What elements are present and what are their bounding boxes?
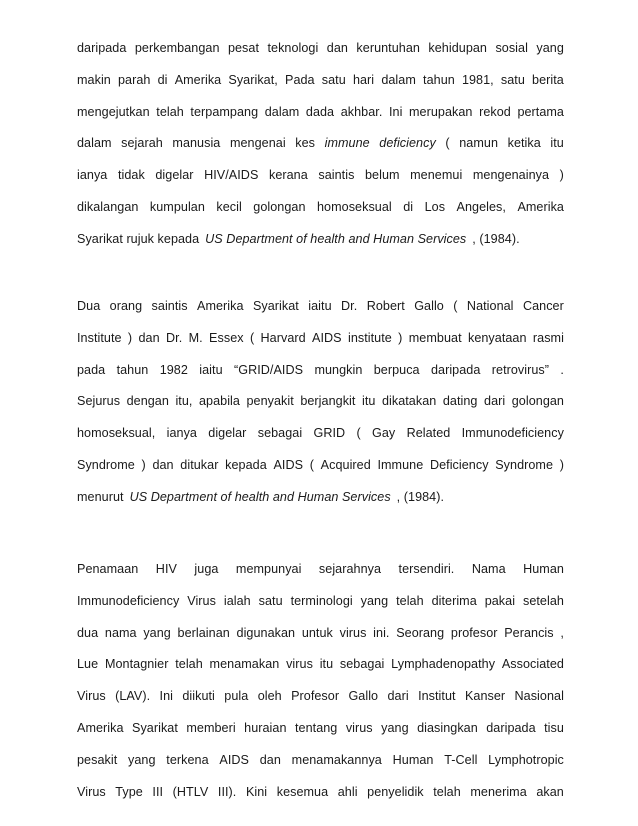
paragraph-2 xyxy=(77,291,564,514)
citation-italic: US Department of health and Human Services xyxy=(205,231,467,246)
text-line xyxy=(77,482,564,514)
text-line: dikalangan kumpulan kecil golongan homoseksual di Los Angeles, Amerika xyxy=(77,199,564,214)
text-line: Lue Montagnier telah menamakan virus itu sebagai Lymphadenopathy Associated xyxy=(77,657,564,672)
text-segment: menurut xyxy=(77,489,124,504)
paragraph-3 xyxy=(77,554,564,808)
text-segment: Syarikat rujuk kepada xyxy=(77,231,200,246)
text-line: homoseksual, ianya digelar sebagai GRID ( Gay Related Immunodeficiency xyxy=(77,426,564,441)
text-line: Virus (LAV). Ini diikuti pula oleh Profesor Gallo dari Institut Kanser Nasional xyxy=(77,689,564,704)
text-line: dua nama yang berlainan digunakan untuk virus ini. Seorang profesor Perancis , xyxy=(77,625,564,640)
text-line xyxy=(77,224,564,256)
text-line: ianya tidak digelar HIV/AIDS kerana saintis belum menemui mengenainya ) xyxy=(77,168,564,183)
text-line: mengejutkan telah terpampang dalam dada akhbar. Ini merupakan rekod pertama xyxy=(77,104,564,119)
text-line: pada tahun 1982 iaitu “GRID/AIDS mungkin berpuca daripada retrovirus” . xyxy=(77,362,564,377)
paragraph-1 xyxy=(77,33,564,256)
text-line: pesakit yang terkena AIDS dan menamakannya Human T-Cell Lymphotropic xyxy=(77,752,564,767)
text-line: daripada perkembangan pesat teknologi dan keruntuhan kehidupan sosial yang xyxy=(77,41,564,55)
text-line: dalam sejarah manusia mengenai kes immune deficiency ( namun ketika itu xyxy=(77,136,564,151)
text-line: Syndrome ) dan ditukar kepada AIDS ( Acquired Immune Deficiency Syndrome ) xyxy=(77,457,564,472)
text-line: Sejurus dengan itu, apabila penyakit berjangkit itu dikatakan dating dari golongan xyxy=(77,394,564,409)
text-line: Dua orang saintis Amerika Syarikat iaitu Dr. Robert Gallo ( National Cancer xyxy=(77,299,564,313)
text-line: Amerika Syarikat memberi huraian tentang virus yang diasingkan daripada tisu xyxy=(77,720,564,735)
text-line: Virus Type III (HTLV III). Kini kesemua ahli penyelidik telah menerima akan xyxy=(77,784,564,799)
text-line: Immunodeficiency Virus ialah satu terminologi yang telah diterima pakai setelah xyxy=(77,593,564,608)
text-segment: , (1984). xyxy=(472,231,520,246)
text-line: Penamaan HIV juga mempunyai sejarahnya tersendiri. Nama Human xyxy=(77,562,564,576)
text-line: Institute ) dan Dr. M. Essex ( Harvard AIDS institute ) membuat kenyataan rasmi xyxy=(77,330,564,345)
text-line: makin parah di Amerika Syarikat, Pada satu hari dalam tahun 1981, satu berita xyxy=(77,72,564,87)
text-segment: , (1984). xyxy=(396,489,445,504)
citation-italic: US Department of health and Human Services xyxy=(129,489,391,504)
